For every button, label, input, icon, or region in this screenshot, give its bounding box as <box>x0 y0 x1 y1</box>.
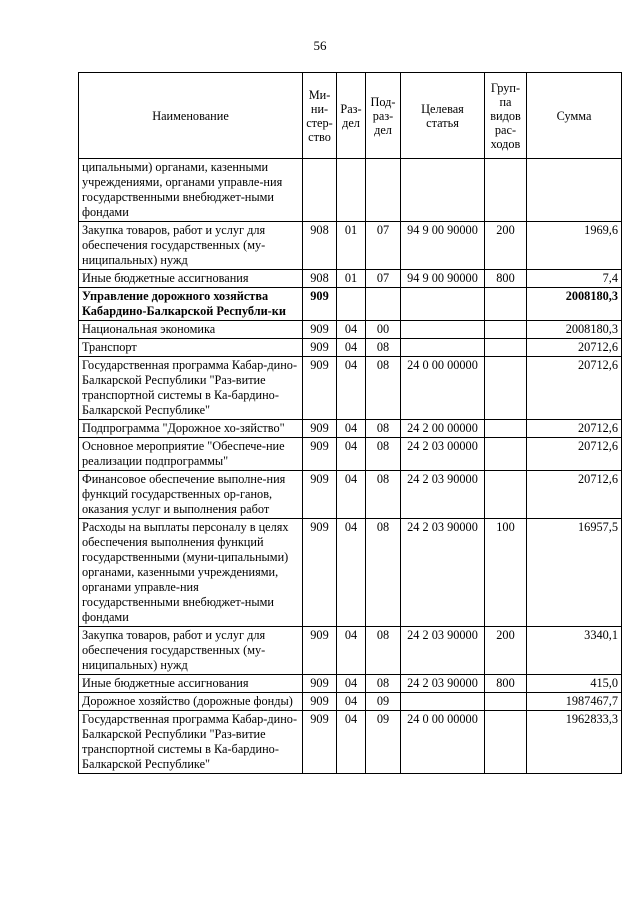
row-subsection: 00 <box>366 321 401 339</box>
row-ministry: 909 <box>303 471 337 519</box>
table-row <box>79 222 622 270</box>
row-sum: 1962833,3 <box>527 711 622 774</box>
row-section: 04 <box>337 693 366 711</box>
row-name: Управление дорожного хозяйства Кабардино-Балкарской Республи-ки <box>79 288 303 321</box>
table-row <box>79 675 622 693</box>
row-group <box>485 711 527 774</box>
row-section: 04 <box>337 519 366 627</box>
row-name: Подпрограмма "Дорожное хо-зяйство" <box>79 420 303 438</box>
row-sum <box>527 159 622 222</box>
row-ministry: 909 <box>303 420 337 438</box>
table-row <box>79 159 622 222</box>
row-ministry: 909 <box>303 357 337 420</box>
row-sum: 20712,6 <box>527 420 622 438</box>
row-subsection: 08 <box>366 357 401 420</box>
row-sum: 2008180,3 <box>527 321 622 339</box>
table-row <box>79 471 622 519</box>
row-name: Финансовое обеспечение выполне-ния функций государственных ор-ганов, оказания услуг и выполнения работ <box>79 471 303 519</box>
row-section: 04 <box>337 321 366 339</box>
row-group <box>485 471 527 519</box>
row-section <box>337 288 366 321</box>
row-subsection: 09 <box>366 711 401 774</box>
row-group <box>485 438 527 471</box>
table-row <box>79 420 622 438</box>
row-group <box>485 321 527 339</box>
row-subsection: 08 <box>366 519 401 627</box>
row-ministry: 908 <box>303 222 337 270</box>
row-subsection: 07 <box>366 270 401 288</box>
header-row <box>79 73 622 159</box>
row-group <box>485 159 527 222</box>
row-ministry: 909 <box>303 711 337 774</box>
table-row <box>79 288 622 321</box>
row-sum: 2008180,3 <box>527 288 622 321</box>
row-group: 800 <box>485 270 527 288</box>
header-ministry: Ми- ни- стер- ство <box>303 73 337 159</box>
row-target: 94 9 00 90000 <box>401 270 485 288</box>
row-group: 200 <box>485 627 527 675</box>
row-sum: 1969,6 <box>527 222 622 270</box>
row-subsection: 08 <box>366 420 401 438</box>
header-name: Наименование <box>79 73 303 159</box>
row-name: Национальная экономика <box>79 321 303 339</box>
row-name: Основное мероприятие "Обеспече-ние реализации подпрограммы" <box>79 438 303 471</box>
row-sum: 3340,1 <box>527 627 622 675</box>
table-row <box>79 711 622 774</box>
row-group: 200 <box>485 222 527 270</box>
table-row <box>79 357 622 420</box>
row-group: 800 <box>485 675 527 693</box>
row-section: 04 <box>337 438 366 471</box>
row-name: Расходы на выплаты персоналу в целях обеспечения выполнения функций государственными (муни-ципальными) органами, казенными учреждениями, органами управле-ния государственными внебюджет-ными фондами <box>79 519 303 627</box>
row-target <box>401 339 485 357</box>
row-sum: 1987467,7 <box>527 693 622 711</box>
header-subsection: Под- раз- дел <box>366 73 401 159</box>
row-ministry: 909 <box>303 627 337 675</box>
row-name: Закупка товаров, работ и услуг для обеспечения государственных (му-ниципальных) нужд <box>79 222 303 270</box>
row-ministry: 909 <box>303 339 337 357</box>
row-sum: 20712,6 <box>527 357 622 420</box>
row-name: Государственная программа Кабар-дино-Балкарской Республики "Раз-витие транспортной системы в Ка-бардино-Балкарской Республике" <box>79 711 303 774</box>
table-row <box>79 519 622 627</box>
row-sum: 20712,6 <box>527 471 622 519</box>
header-target: Целевая статья <box>401 73 485 159</box>
row-section: 04 <box>337 711 366 774</box>
row-section: 01 <box>337 222 366 270</box>
row-target: 24 0 00 00000 <box>401 711 485 774</box>
row-section: 04 <box>337 675 366 693</box>
row-group <box>485 288 527 321</box>
header-group: Груп- па видов рас- ходов <box>485 73 527 159</box>
row-section: 04 <box>337 420 366 438</box>
row-target: 24 2 00 00000 <box>401 420 485 438</box>
row-ministry: 909 <box>303 438 337 471</box>
row-section: 04 <box>337 471 366 519</box>
row-sum: 20712,6 <box>527 438 622 471</box>
row-subsection: 08 <box>366 675 401 693</box>
row-ministry <box>303 159 337 222</box>
row-section <box>337 159 366 222</box>
row-target <box>401 159 485 222</box>
row-name: Транспорт <box>79 339 303 357</box>
row-sum: 20712,6 <box>527 339 622 357</box>
row-target: 24 2 03 90000 <box>401 675 485 693</box>
row-name: Закупка товаров, работ и услуг для обеспечения государственных (му-ниципальных) нужд <box>79 627 303 675</box>
table-row <box>79 321 622 339</box>
row-section: 04 <box>337 339 366 357</box>
row-subsection: 08 <box>366 627 401 675</box>
row-name: Иные бюджетные ассигнования <box>79 270 303 288</box>
row-name: Дорожное хозяйство (дорожные фонды) <box>79 693 303 711</box>
row-target: 94 9 00 90000 <box>401 222 485 270</box>
row-target <box>401 288 485 321</box>
row-target <box>401 321 485 339</box>
row-ministry: 909 <box>303 675 337 693</box>
row-subsection: 09 <box>366 693 401 711</box>
header-sum: Сумма <box>527 73 622 159</box>
row-group <box>485 420 527 438</box>
budget-table <box>78 72 622 774</box>
row-ministry: 909 <box>303 321 337 339</box>
row-name: Иные бюджетные ассигнования <box>79 675 303 693</box>
page-number: 56 <box>313 38 327 53</box>
row-subsection: 08 <box>366 339 401 357</box>
row-group <box>485 693 527 711</box>
table-row <box>79 693 622 711</box>
row-ministry: 909 <box>303 519 337 627</box>
row-name: Государственная программа Кабар-дино-Балкарской Республики "Раз-витие транспортной системы в Ка-бардино-Балкарской Республике" <box>79 357 303 420</box>
row-section: 04 <box>337 357 366 420</box>
row-group <box>485 339 527 357</box>
row-subsection <box>366 159 401 222</box>
row-target: 24 2 03 00000 <box>401 438 485 471</box>
row-section: 01 <box>337 270 366 288</box>
row-group <box>485 357 527 420</box>
header-section: Раз- дел <box>337 73 366 159</box>
row-sum: 415,0 <box>527 675 622 693</box>
table-row <box>79 627 622 675</box>
row-target: 24 0 00 00000 <box>401 357 485 420</box>
table-row <box>79 270 622 288</box>
row-subsection: 07 <box>366 222 401 270</box>
row-ministry: 909 <box>303 693 337 711</box>
row-target: 24 2 03 90000 <box>401 627 485 675</box>
row-subsection: 08 <box>366 471 401 519</box>
row-name: ципальными) органами, казенными учреждениями, органами управле-ния государственными внебюджет-ными фондами <box>79 159 303 222</box>
row-sum: 7,4 <box>527 270 622 288</box>
row-sum: 16957,5 <box>527 519 622 627</box>
row-ministry: 908 <box>303 270 337 288</box>
row-subsection <box>366 288 401 321</box>
row-target <box>401 693 485 711</box>
row-section: 04 <box>337 627 366 675</box>
row-target: 24 2 03 90000 <box>401 471 485 519</box>
row-target: 24 2 03 90000 <box>401 519 485 627</box>
row-group: 100 <box>485 519 527 627</box>
table-row <box>79 438 622 471</box>
row-subsection: 08 <box>366 438 401 471</box>
table-row <box>79 339 622 357</box>
row-ministry: 909 <box>303 288 337 321</box>
